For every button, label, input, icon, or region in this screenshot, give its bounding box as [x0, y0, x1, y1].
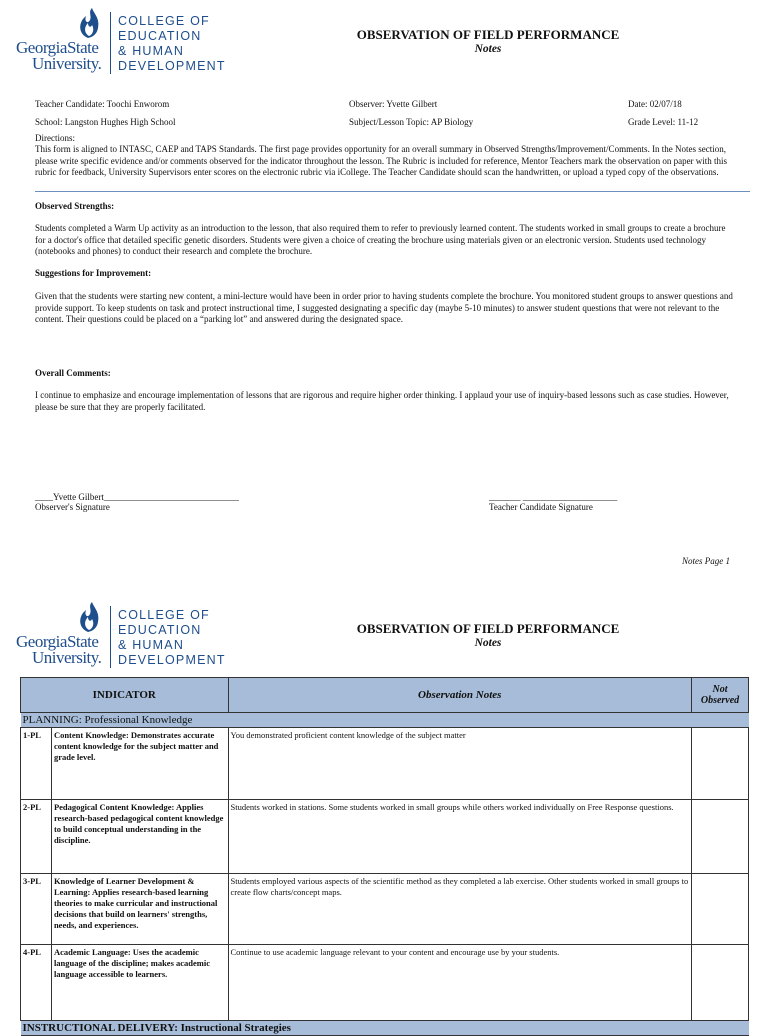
page-subtitle: Notes — [474, 43, 502, 55]
suggestions-label: Suggestions for Improvement: — [35, 268, 152, 278]
directions-text: This form is aligned to INTASC, CAEP and TAPS Standards. The first page provides opportunity for an overall summary in Observed Strengths/Improvement/Comments. In the Notes section, please write specific evidence and/or comments observed for the indicator throughout the lesson. The Rubric is included for reference, Mentor Teachers mark the observation on paper with this rubric for feedback, University Supervisors enter scores on the electronic rubric via iCollege. The Teacher Candidate should scan the handwritten, or upload a typed copy of the observations. — [35, 144, 728, 177]
indicator-code: 3-PL — [21, 874, 52, 945]
section-divider — [35, 191, 750, 192]
comments-text: I continue to emphasize and encourage implementation of lessons that are rigorous and require higher order thinking. I applaud your use of inquiry-based lessons such as case studies. However, please be sure that they are properly facilitated. — [35, 390, 729, 412]
indicator-code: 1-PL — [21, 728, 52, 800]
section-row — [21, 1021, 749, 1036]
section-planning: PLANNING: Professional Knowledge — [21, 713, 749, 728]
col-indicator: INDICATOR — [21, 678, 229, 713]
subject: Subject/Lesson Topic: AP Biology — [349, 117, 474, 127]
not-observed-cell[interactable] — [692, 945, 749, 1021]
indicator-text: Academic Language: Uses the academic language of the discipline; makes academic language accessible to learners. — [51, 945, 228, 1021]
observation-note[interactable]: Students worked in stations. Some students worked in small groups while others worked individually on Free Response questions. — [228, 800, 692, 874]
section-instructional-delivery: INSTRUCTIONAL DELIVERY: Instructional Strategies — [21, 1021, 749, 1036]
logo-college-line: EDUCATION — [118, 29, 202, 43]
logo-college-text — [118, 608, 226, 668]
observer-signature-line: ____Yvette Gilbert______________________________ — [35, 492, 239, 502]
table-row — [21, 874, 749, 945]
observer: Observer: Yvette Gilbert — [349, 99, 438, 109]
logo-divider — [110, 606, 111, 668]
logo-name-line2: University. — [32, 648, 102, 667]
indicator-text: Knowledge of Learner Development & Learning: Applies research-based learning theories to make curricular and instructional decisions that build on learners' strengths, needs, and experiences. — [51, 874, 228, 945]
gsu-logo — [16, 8, 231, 74]
teacher-candidate: Teacher Candidate: Toochi Enworom — [35, 99, 170, 109]
flame-icon — [74, 8, 104, 40]
logo-college-line: EDUCATION — [118, 623, 202, 637]
col-observation-notes: Observation Notes — [228, 678, 692, 713]
strengths-text: Students completed a Warm Up activity as an introduction to the lesson, that also required them to refer to previously learned content. The students worked in small groups to create a brochure for a doctor's office that detailed specific genetic disorders. Students were given a choice of creating the brochure using materials given or an electronic version. Students used technology (notebooks and phones) to conduct their research and complete the brochure. — [35, 223, 726, 256]
logo-divider — [110, 12, 111, 74]
candidate-signature-label: Teacher Candidate Signature — [489, 502, 593, 512]
logo-college-line: COLLEGE OF — [118, 14, 210, 28]
candidate-signature-line: _______ _____________________ — [489, 492, 618, 502]
logo-college-line: & HUMAN — [118, 638, 185, 652]
logo-name-line1: GeorgiaState — [16, 38, 99, 57]
section-row — [21, 713, 749, 728]
table-row — [21, 728, 749, 800]
observation-note[interactable]: Students employed various aspects of the scientific method as they completed a lab exercise. Other students worked in small groups to create flow charts/concept maps. — [228, 874, 692, 945]
observation-note[interactable]: Continue to use academic language relevant to your content and encourage use by your students. — [228, 945, 692, 1021]
observation-table — [20, 677, 749, 1036]
logo-name-line2: University. — [32, 54, 102, 73]
observer-signature-label: Observer's Signature — [35, 502, 110, 512]
flame-icon — [74, 602, 104, 634]
directions-label: Directions: — [35, 133, 75, 143]
table-row — [21, 945, 749, 1021]
page-number: Notes Page 1 — [682, 556, 730, 566]
not-observed-cell[interactable] — [692, 874, 749, 945]
date: Date: 02/07/18 — [628, 99, 682, 109]
page-title: OBSERVATION OF FIELD PERFORMANCE — [356, 27, 620, 42]
logo-college-line: DEVELOPMENT — [118, 59, 226, 73]
observation-note[interactable]: You demonstrated proficient content knowledge of the subject matter — [228, 728, 692, 800]
school: School: Langston Hughes High School — [35, 117, 176, 127]
suggestions-text: Given that the students were starting new content, a mini-lecture would have been in order prior to having students complete the brochure. You monitored student groups to answer questions and provide support. To keep students on task and protect instructional time, I suggested designating a specific day (maybe 5-10 minutes) to answer student questions that were not relevant to the content. Their questions could be placed on a “parking lot” and answered during the designated space. — [35, 291, 733, 324]
logo-college-line: & HUMAN — [118, 44, 185, 58]
indicator-code: 4-PL — [21, 945, 52, 1021]
col-not-observed: Not Observed — [692, 678, 749, 713]
table-row — [21, 800, 749, 874]
grade-level: Grade Level: 11-12 — [628, 117, 699, 127]
page-title: OBSERVATION OF FIELD PERFORMANCE — [356, 621, 620, 636]
strengths-label: Observed Strengths: — [35, 201, 115, 211]
indicator-code: 2-PL — [21, 800, 52, 874]
indicator-text: Pedagogical Content Knowledge: Applies research-based pedagogical content knowledge to build conceptual understanding in the discipline. — [51, 800, 228, 874]
logo-college-line: DEVELOPMENT — [118, 653, 226, 667]
not-observed-cell[interactable] — [692, 728, 749, 800]
comments-label: Overall Comments: — [35, 368, 111, 378]
indicator-text: Content Knowledge: Demonstrates accurate content knowledge for the subject matter and grade level. — [51, 728, 228, 800]
page-subtitle: Notes — [474, 637, 502, 649]
table-header-row — [21, 678, 749, 713]
logo-name-line1: GeorgiaState — [16, 632, 99, 651]
logo-college-text — [118, 14, 226, 74]
gsu-logo — [16, 602, 231, 668]
not-observed-cell[interactable] — [692, 800, 749, 874]
logo-college-line: COLLEGE OF — [118, 608, 210, 622]
